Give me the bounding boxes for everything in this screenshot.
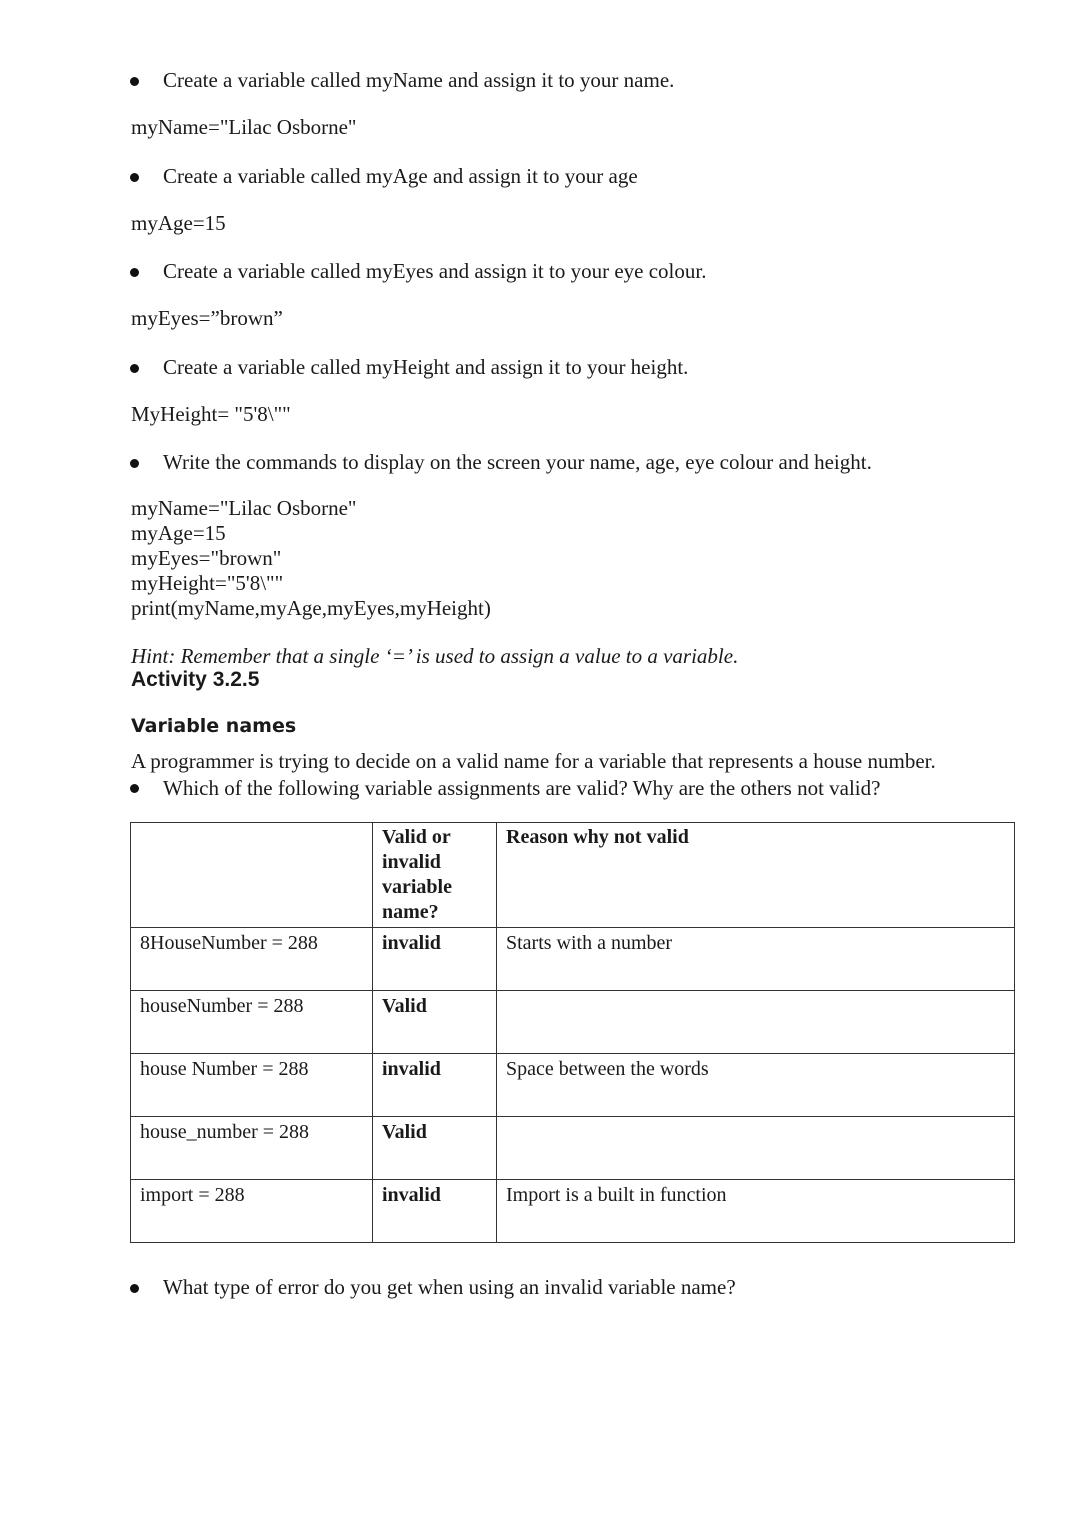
reason-cell: Starts with a number (497, 928, 1015, 991)
instruction-name: Create a variable called myName and assign it to your name. (163, 68, 675, 92)
assignment-cell: houseNumber = 288 (131, 991, 373, 1054)
activity-title: Activity 3.2.5 (131, 668, 260, 691)
assignment-cell: import = 288 (131, 1180, 373, 1243)
header-cell-reason: Reason why not valid (497, 823, 1015, 928)
reason-cell (497, 991, 1015, 1054)
bullet-icon (130, 268, 139, 277)
code-line: print(myName,myAge,myEyes,myHeight) (131, 596, 491, 620)
instruction-eyes: Create a variable called myEyes and assign it to your eye colour. (163, 259, 707, 283)
table-row (131, 1117, 1015, 1180)
variable-names-table (130, 822, 1015, 1243)
table-row (131, 991, 1015, 1054)
code-line: myName="Lilac Osborne" (131, 496, 357, 520)
header-cell-validity: Valid or invalid variable name? (373, 823, 497, 928)
reason-cell: Import is a built in function (497, 1180, 1015, 1243)
section-title: Variable names (131, 715, 297, 737)
table-row (131, 928, 1015, 991)
validity-cell: invalid (373, 1054, 497, 1117)
instruction-height: Create a variable called myHeight and assign it to your height. (163, 355, 689, 379)
instruction-age: Create a variable called myAge and assign it to your age (163, 164, 638, 188)
assignment-cell: house_number = 288 (131, 1117, 373, 1180)
code-block (131, 496, 491, 621)
bullet-icon (130, 784, 139, 793)
reason-cell: Space between the words (497, 1054, 1015, 1117)
table-header-row (131, 823, 1015, 928)
validity-cell: invalid (373, 1180, 497, 1243)
bullet-icon (130, 459, 139, 468)
instruction-display: Write the commands to display on the screen your name, age, eye colour and height. (163, 450, 872, 474)
answer-age: myAge=15 (131, 211, 226, 235)
table-row (131, 1054, 1015, 1117)
bullet-icon (130, 1284, 139, 1293)
assignment-cell: 8HouseNumber = 288 (131, 928, 373, 991)
bullet-icon (130, 364, 139, 373)
code-line: myEyes="brown" (131, 546, 282, 570)
hint-text: Hint: Remember that a single ‘=’ is used to assign a value to a variable. (131, 644, 739, 668)
validity-cell: invalid (373, 928, 497, 991)
answer-height: MyHeight= "5'8\"" (131, 402, 291, 426)
bullet-icon (130, 77, 139, 86)
answer-name: myName="Lilac Osborne" (131, 115, 357, 139)
answer-eyes: myEyes=”brown” (131, 306, 283, 330)
table-row (131, 1180, 1015, 1243)
validity-cell: Valid (373, 991, 497, 1054)
assignment-cell: house Number = 288 (131, 1054, 373, 1117)
final-question: What type of error do you get when using an invalid variable name? (163, 1275, 736, 1299)
code-line: myHeight="5'8\"" (131, 571, 284, 595)
bullet-icon (130, 173, 139, 182)
validity-cell: Valid (373, 1117, 497, 1180)
intro-text: A programmer is trying to decide on a valid name for a variable that represents a house number. (131, 749, 936, 773)
reason-cell (497, 1117, 1015, 1180)
code-line: myAge=15 (131, 521, 226, 545)
question-text: Which of the following variable assignments are valid? Why are the others not valid? (163, 776, 881, 800)
header-cell-assignment (131, 823, 373, 928)
